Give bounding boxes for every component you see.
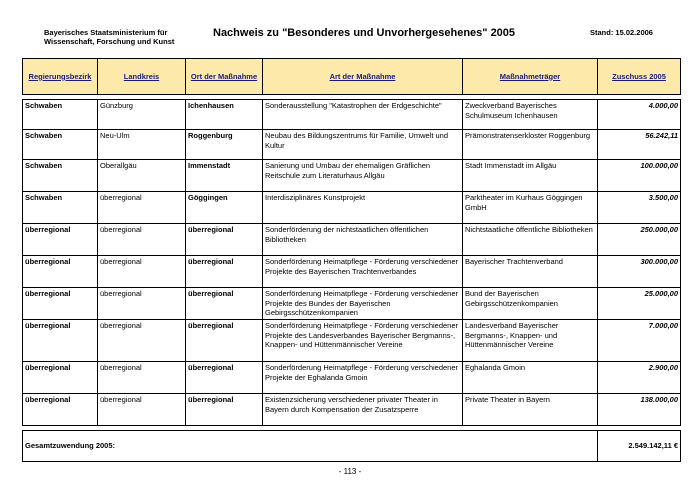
cell-traeger: Zweckverband Bayerisches Schulmuseum Ichenhausen — [463, 100, 598, 130]
cell-landkreis: überregional — [98, 224, 186, 256]
cell-zuschuss: 138.000,00 — [598, 394, 681, 426]
table-row — [23, 362, 681, 394]
cell-landkreis: überregional — [98, 320, 186, 362]
cell-landkreis: Oberallgäu — [98, 160, 186, 192]
cell-landkreis: überregional — [98, 288, 186, 320]
table-row — [23, 256, 681, 288]
cell-art: Sonderausstellung "Katastrophen der Erdgeschichte" — [263, 100, 463, 130]
ministry-line-2: Wissenschaft, Forschung und Kunst — [44, 37, 175, 46]
cell-zuschuss: 3.500,00 — [598, 192, 681, 224]
cell-zuschuss: 4.000,00 — [598, 100, 681, 130]
page-number: - 113 - — [338, 467, 362, 476]
col-ort: Ort der Maßnahme — [186, 59, 263, 95]
cell-bezirk: überregional — [23, 224, 98, 256]
cell-bezirk: Schwaben — [23, 130, 98, 160]
cell-art: Sonderförderung Heimatpflege - Förderung verschiedener Projekte der Eghalanda Gmoin — [263, 362, 463, 394]
col-art: Art der Maßnahme — [263, 59, 463, 95]
total-label: Gesamtzuwendung 2005: — [23, 431, 598, 462]
table-row — [23, 160, 681, 192]
table-row — [23, 320, 681, 362]
cell-art: Sonderförderung Heimatpflege - Förderung verschiedener Projekte des Landesverbandes Bayerischer Bergmanns-, Knappen- und Hüttenmännischer Vereine — [263, 320, 463, 362]
cell-traeger: Prämonstratenserkloster Roggenburg — [463, 130, 598, 160]
cell-traeger: Eghalanda Gmoin — [463, 362, 598, 394]
cell-bezirk: überregional — [23, 256, 98, 288]
cell-art: Sonderförderung der nichtstaatlichen öffentlichen Bibliotheken — [263, 224, 463, 256]
col-landkreis: Landkreis — [98, 59, 186, 95]
cell-ort: überregional — [186, 362, 263, 394]
cell-art: Interdisziplinäres Kunstprojekt — [263, 192, 463, 224]
cell-art: Sanierung und Umbau der ehemaligen Gräflichen Reitschule zum Literaturhaus Allgäu — [263, 160, 463, 192]
cell-bezirk: Schwaben — [23, 100, 98, 130]
cell-landkreis: überregional — [98, 362, 186, 394]
col-regierungsbezirk: Regierungsbezirk — [23, 59, 98, 95]
stand-date: Stand: 15.02.2006 — [590, 28, 653, 37]
cell-bezirk: Schwaben — [23, 192, 98, 224]
table-header-row — [23, 59, 681, 95]
cell-ort: Roggenburg — [186, 130, 263, 160]
total-row — [23, 431, 681, 462]
table-row — [23, 130, 681, 160]
cell-ort: Immenstadt — [186, 160, 263, 192]
cell-ort: überregional — [186, 256, 263, 288]
cell-traeger: Parktheater im Kurhaus Göggingen GmbH — [463, 192, 598, 224]
table-row — [23, 224, 681, 256]
cell-art: Neubau des Bildungszentrums für Familie, Umwelt und Kultur — [263, 130, 463, 160]
cell-ort: überregional — [186, 394, 263, 426]
cell-traeger: Stadt Immenstadt im Allgäu — [463, 160, 598, 192]
cell-art: Existenzsicherung verschiedener privater Theater in Bayern durch Kompensation der Zusatzsperre — [263, 394, 463, 426]
total-value: 2.549.142,11 € — [598, 431, 681, 462]
cell-zuschuss: 56.242,11 — [598, 130, 681, 160]
cell-bezirk: überregional — [23, 288, 98, 320]
cell-bezirk: überregional — [23, 362, 98, 394]
cell-art: Sonderförderung Heimatpflege - Förderung verschiedener Projekte des Bayerischen Trachtenverbandes — [263, 256, 463, 288]
cell-zuschuss: 2.900,00 — [598, 362, 681, 394]
cell-art: Sonderförderung Heimatpflege - Förderung verschiedener Projekte des Bundes der Bayerischen Gebirgsschützenkompanien — [263, 288, 463, 320]
cell-traeger: Bayerischer Trachtenverband — [463, 256, 598, 288]
cell-landkreis: überregional — [98, 256, 186, 288]
cell-zuschuss: 7.000,00 — [598, 320, 681, 362]
cell-landkreis: überregional — [98, 192, 186, 224]
cell-landkreis: Günzburg — [98, 100, 186, 130]
table-row — [23, 394, 681, 426]
cell-zuschuss: 250.000,00 — [598, 224, 681, 256]
cell-landkreis: überregional — [98, 394, 186, 426]
page-title: Nachweis zu "Besonderes und Unvorhergesehenes" 2005 — [213, 27, 516, 39]
funding-table — [22, 58, 681, 462]
cell-landkreis: Neu-Ulm — [98, 130, 186, 160]
cell-traeger: Private Theater in Bayern — [463, 394, 598, 426]
cell-ort: Ichenhausen — [186, 100, 263, 130]
cell-zuschuss: 300.000,00 — [598, 256, 681, 288]
col-traeger: Maßnahmeträger — [463, 59, 598, 95]
cell-zuschuss: 25.000,00 — [598, 288, 681, 320]
table-row — [23, 288, 681, 320]
cell-traeger: Nichtstaatliche öffentliche Bibliotheken — [463, 224, 598, 256]
ministry-name — [44, 28, 174, 46]
cell-ort: überregional — [186, 320, 263, 362]
cell-bezirk: überregional — [23, 320, 98, 362]
table-row — [23, 100, 681, 130]
cell-ort: überregional — [186, 288, 263, 320]
cell-bezirk: Schwaben — [23, 160, 98, 192]
table-row — [23, 192, 681, 224]
ministry-line-1: Bayerisches Staatsministerium für — [44, 28, 168, 37]
table-body — [23, 95, 681, 462]
cell-ort: Göggingen — [186, 192, 263, 224]
cell-traeger: Bund der Bayerischen Gebirgsschützenkompanien — [463, 288, 598, 320]
cell-traeger: Landesverband Bayerischer Bergmanns-, Knappen- und Hüttenmännischer Vereine — [463, 320, 598, 362]
col-zuschuss: Zuschuss 2005 — [598, 59, 681, 95]
cell-ort: überregional — [186, 224, 263, 256]
cell-zuschuss: 100.000,00 — [598, 160, 681, 192]
cell-bezirk: überregional — [23, 394, 98, 426]
